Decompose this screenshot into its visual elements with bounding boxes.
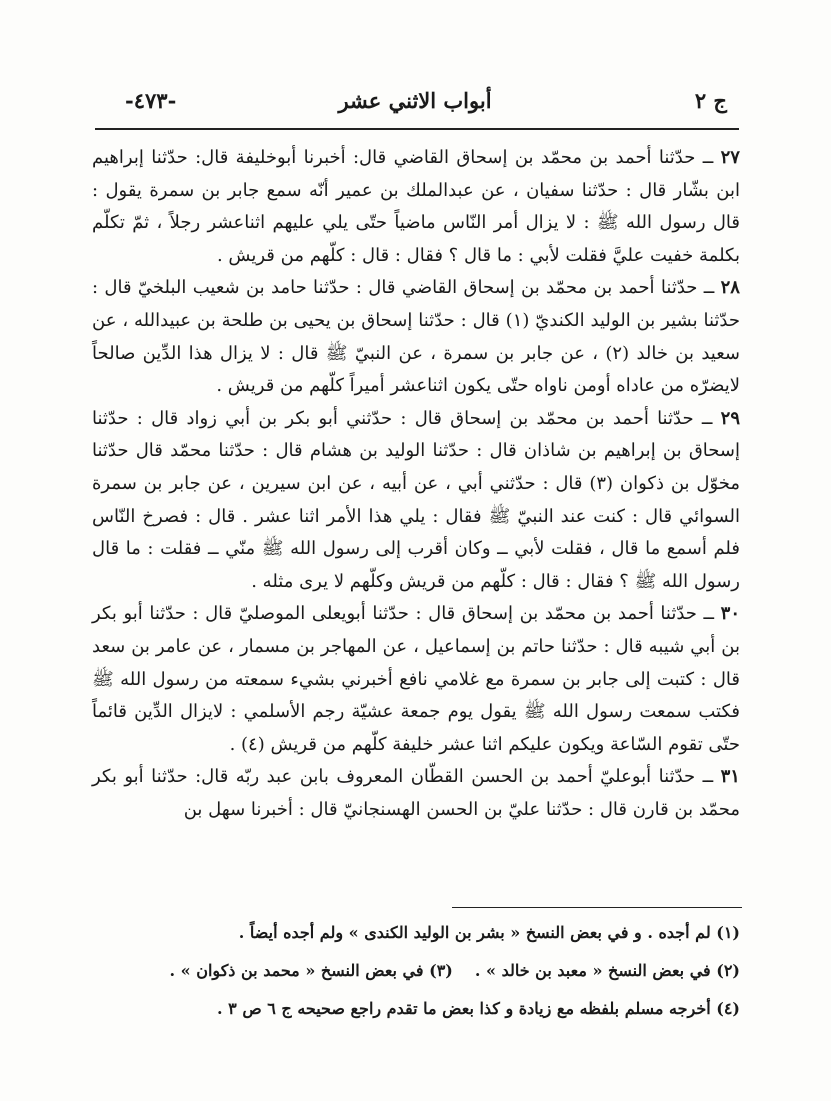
footnote-4: (٤) أخرجه مسلم بلفظه مع زيادة و كذا بعض ما تقدم راجع صحيحه ج ٦ ص ٣ . [217,999,740,1018]
page-number: -٤٧٣- [125,88,177,113]
hadith-paragraph [92,272,740,402]
hadith-number: ٢٧ [720,147,740,168]
hadith-paragraph [92,761,740,826]
hadith-number: ٢٨ [720,277,740,299]
hadith-paragraph [92,403,740,599]
footnotes [100,914,740,1028]
hadith-body: ــ حدّثنا أحمد بن محمّد بن إسحاق قال : حدّثنا أبويعلى الموصليّ قال : حدّثنا أبو بكر بن أبي شيبه قال : حدّثنا حاتم بن إسماعيل ، عن المهاجر بن مسمار ، عن عامر بن سعد قال : كتبت إلى جابر بن سمرة مع غلامي نافع أخبرني بشيء سمعته من رسول الله ﷺ فكتب سمعت رسول الله ﷺ يقول يوم جمعة عشيّة رجم الأسلمي : لايزال الدِّين قائماً حتّى تقوم السّاعة ويكون عليكم اثنا عشر خليفة كلّهم من قريش (٤) . [92,603,740,755]
hadith-paragraph [92,598,740,761]
hadith-number: ٢٩ [720,407,740,429]
hadith-paragraph [92,142,740,272]
footnote-rule [452,907,742,908]
hadith-number: ٣١ [720,766,740,788]
volume-label: ج ٢ [694,88,727,113]
footnote-1: (١) لم أجده . و في بعض النسخ « بشر بن الوليد الكندى » ولم أجده أيضاً . [238,923,740,942]
hadith-number: ٣٠ [720,603,740,625]
hadith-body: ــ حدّثنا أحمد بن محمّد بن إسحاق قال : حدّثني أبو بكر بن أبي زواد قال : حدّثنا إسحاق بن إبراهيم بن شاذان قال : حدّثنا الوليد بن هشام قال : حدّثنا محمّد قال حدّثنا مخوّل بن ذكوان (٣) قال : حدّثني أبي ، عن أبيه ، عن ابن سيرين ، عن جابر بن سمرة السوائي قال : كنت عند النبيّ ﷺ فقال : يلي هذا الأمر اثنا عشر . قال : فصرخ النّاس فلم أسمع ما قال ، فقلت لأبي ــ وكان أقرب إلى رسول الله ﷺ منّي ــ فقلت : ما قال رسول الله ﷺ ؟ فقال : قال : كلّهم من قريش وكلّهم لا يرى مثله . [92,407,741,592]
page-header [95,88,735,124]
hadith-body: ــ حدّثنا أبوعليّ أحمد بن الحسن القطّان المعروف بابن عبد ربّه قال: حدّثنا أبو بكر محمّد بن قارن قال : حدّثنا عليّ بن الحسن الهسنجانيّ قال : أخبرنا سهل بن [92,766,740,820]
hadith-text [92,142,740,826]
footnote-row-2 [100,952,740,990]
footnote-3: (٣) في بعض النسخ « محمد بن ذكوان » . [169,961,453,980]
hadith-body: ــ حدّثنا أحمد بن محمّد بن إسحاق القاضي قال: أخبرنا أبوخليفة قال: حدّثنا إبراهيم ابن بشّار قال : حدّثنا سفيان ، عن عبدالملك بن عمير أنّه سمع جابر بن سمرة يقول : قال رسول الله ﷺ : لا يزال أمر النّاس ماضياً حتّى يلي عليهم اثناعشر رجلاً ، ثمّ تكلّم بكلمة خفيت عليَّ فقلت لأبي : ما قال ؟ فقال : قال : كلّهم من قريش . [92,147,740,266]
hadith-body: ــ حدّثنا أحمد بن محمّد بن إسحاق القاضي قال : حدّثنا حامد بن شعيب البلخيّ قال : حدّثنا بشير بن الوليد الكنديّ (١) قال : حدّثنا إسحاق بن يحيى بن طلحة بن عبيدالله ، عن سعيد بن خالد (٢) ، عن جابر بن سمرة ، عن النبيّ ﷺ قال : لا يزال هذا الدِّين صالحاً لايضرّه من عاداه أومن ناواه حتّى يكون اثناعشر أميراً كلّهم من قريش . [92,277,740,397]
footnote-2: (٢) في بعض النسخ « معبد بن خالد » . [474,961,740,980]
header-rule [95,128,739,130]
chapter-title: أبواب الاثني عشر [338,88,492,113]
